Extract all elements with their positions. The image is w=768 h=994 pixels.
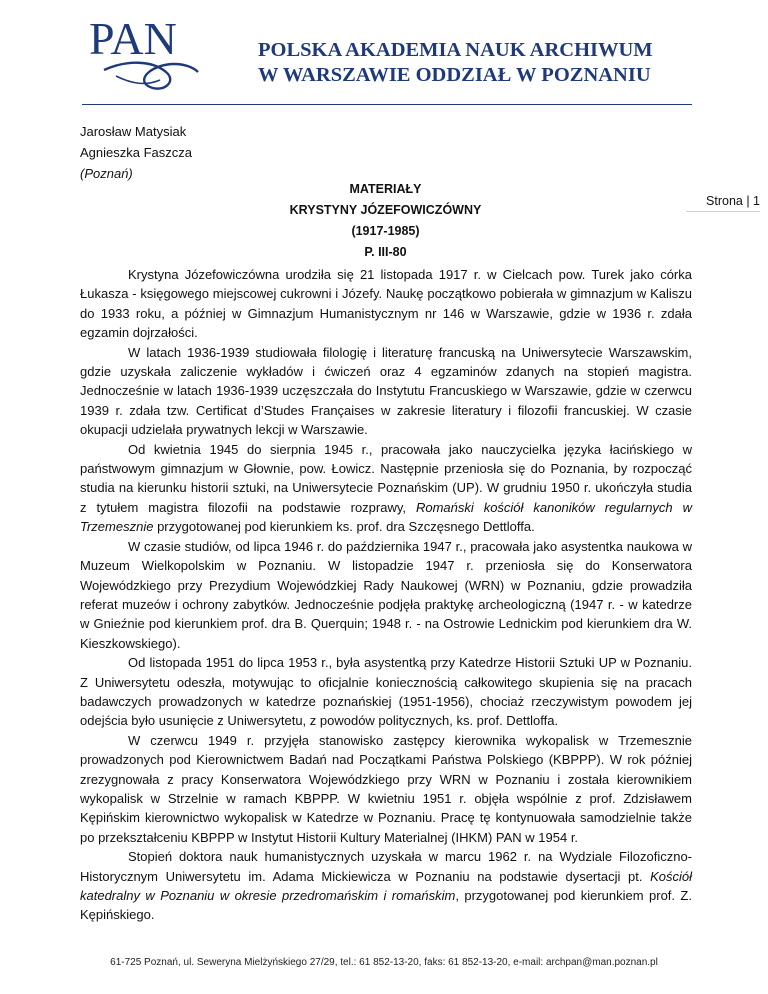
- footer-contact: 61-725 Poznań, ul. Seweryna Mielżyńskiego 27/29, tel.: 61 852-13-20, faks: 61 852-13-20, e-mail: archpan@man.poznan.pl: [110, 957, 658, 968]
- institution-name-line2: W WARSZAWIE ODDZIAŁ W POZNANIU: [258, 64, 651, 86]
- paragraph-text: , przygotowanej pod kierunkiem prof. Z. Kępińskiego.: [80, 888, 692, 923]
- paragraph-text: przygotowanej pod kierunkiem ks. prof. dra Szczęsnego Dettloffa.: [153, 519, 535, 535]
- author-name: Jarosław Matysiak: [80, 124, 187, 139]
- institution-name-line1: POLSKA AKADEMIA NAUK ARCHIWUM: [258, 39, 653, 61]
- thesis-title: Romański kościół kanoników regularnych w Trzemesznie: [80, 499, 692, 535]
- header-divider: [82, 104, 692, 105]
- authors-block: [80, 121, 192, 184]
- logo-text: PAN: [89, 14, 177, 64]
- paragraph: Krystyna Józefowiczówna urodziła się 21 listopada 1917 r. w Cielcach pow. Turek jako córka Łukasza - księgowego miejscowej cukrowni i Józefy. Naukę początkowo pobierała w gimnazjum w Kaliszu do 1933 roku, a później w Gimnazjum Humanistycznym nr 146 w Warszawie, gdzie w 1936 r. zdała egzamin dojrzałości.: [80, 267, 692, 341]
- paragraph-text: Od kwietnia 1945 do sierpnia 1945 r., pracowała jako nauczycielka języka łacińskiego w państwowym gimnazjum w Głownie, pow. Łowicz. Następnie przeniosła się do Poznania, by rozpocząć studia na kierunku historii sztuki, na Uniwersytecie Poznańskim (UP). W grudniu 1950 r. ukończyła studia z tytułem magistra filozofii na podstawie rozprawy,: [80, 441, 692, 515]
- document-title: [80, 179, 691, 263]
- author-name: Agnieszka Faszcza: [80, 145, 192, 160]
- title-line: MATERIAŁY: [349, 182, 422, 196]
- title-line: KRYSTYNY JÓZEFOWICZÓWNY: [289, 203, 482, 217]
- paragraph: [80, 440, 692, 537]
- page-number: Strona | 1: [686, 194, 760, 212]
- dissertation-title: Kościół katedralny w Poznaniu w okresie przedromańskim i romańskim: [80, 868, 692, 903]
- paragraph: [80, 847, 692, 925]
- paragraph-text: Stopień doktora nauk humanistycznych uzyskała w marcu 1962 r. na Wydziale Filozoficzno-Historycznym Uniwersytetu im. Adama Mickiewicza w Poznaniu na podstawie dysertacji pt.: [80, 849, 692, 884]
- institution-header: [258, 38, 688, 88]
- pan-logo-icon: [86, 14, 206, 100]
- document-body: [80, 265, 692, 925]
- paragraph: W latach 1936-1939 studiowała filologię i literaturę francuską na Uniwersytecie Warszawskim, gdzie uzyskała zaliczenie wykładów i ćwiczeń oraz 4 egzaminów zdanych na stopień magistra. Jednocześnie w latach 1936-1939 uczęszczała do Instytutu Francuskiego w Warszawie, gdzie w czerwcu 1939 r. zdała tzw. Certificat d’Studes Françaises w zakresie literatury i filozofii francuskiej. W czasie okupacji udzielała prywatnych lekcji w Warszawie.: [80, 344, 692, 438]
- title-line: P. III-80: [364, 245, 407, 259]
- title-line: (1917-1985): [351, 224, 420, 238]
- logo-swash: [104, 63, 198, 89]
- logo-swash-lower: [116, 76, 160, 83]
- paragraph: Od listopada 1951 do lipca 1953 r., była asystentką przy Katedrze Historii Sztuki UP w Poznaniu. Z Uniwersytetu odeszła, motywując to oficjalnie koniecznością całkowitego skupienia się na pracach badawczych prowadzonych w katedrze poznańskiej (1951-1956), chociaż rzeczywistym powodem jej odejścia było usunięcie z Uniwersytetu, z powodów politycznych, ks. prof. Dettloffa.: [80, 655, 692, 729]
- paragraph: W czerwcu 1949 r. przyjęła stanowisko zastępcy kierownika wykopalisk w Trzemesznie prowadzonych pod Kierownictwem Badań nad Początkami Państwa Polskiego (KBPPP). W rok później zrezygnowała z pracy Konserwatora Wojewódzkiego przy WRN w Poznaniu i została kierownikiem wykopalisk w Strzelnie w ramach KBPPP. W kwietniu 1951 r. objęła wspólnie z prof. Zdzisławem Kępińskim kierownictwo wykopalisk w Katedrze w Poznaniu. Pracę tę kontynuowała samodzielnie także po przekształceniu KBPPP w Instytut Historii Kultury Materialnej (IHKM) PAN w 1954 r.: [80, 732, 692, 845]
- paragraph: W czasie studiów, od lipca 1946 r. do października 1947 r., pracowała jako asystentka naukowa w Muzeum Wielkopolskim w Poznaniu. W listopadzie 1947 r. przeniosła się do Konserwatora Wojewódzkiego przy Prezydium Wojewódzkiej Rady Naukowej (WRN) w Poznaniu, gdzie prowadziła referat muzeów i ochrony zabytków. Jednocześnie podjęła praktykę archeologiczną (1947 r. - w katedrze w Gnieźnie pod kierunkiem prof. dra B. Querquin; 1948 r. - na Ostrowie Lednickim pod kierunkiem dra W. Kieszkowskiego).: [80, 538, 692, 651]
- author-affiliation: (Poznań): [80, 166, 133, 181]
